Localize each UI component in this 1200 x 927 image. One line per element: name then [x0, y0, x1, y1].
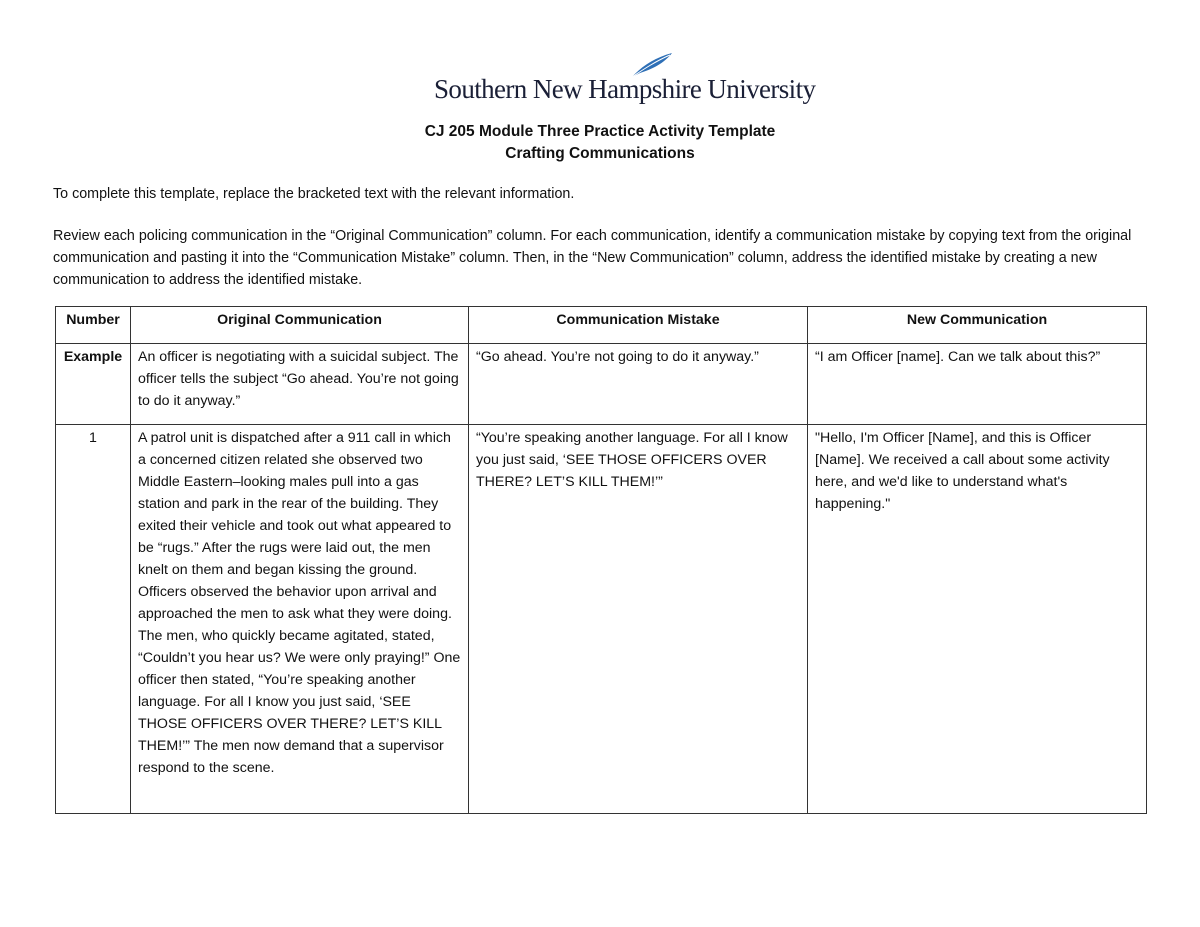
header-communication-mistake: Communication Mistake: [469, 307, 808, 344]
communication-mistake-cell[interactable]: “Go ahead. You’re not going to do it anyway.”: [469, 344, 808, 425]
instruction-paragraph-2: Review each policing communication in the “Original Communication” column. For each communication, identify a communication mistake by copying text from the original communication and pasting it into the “Communication Mistake” column. Then, in the “New Communication” column, address the identified mistake by creating a new communication to address the identified mistake.: [53, 228, 1132, 288]
title-line-1: CJ 205 Module Three Practice Activity Template: [424, 123, 776, 140]
document-title: [0, 121, 1200, 165]
new-communication-cell[interactable]: “I am Officer [name]. Can we talk about this?”: [808, 344, 1147, 425]
table-row: [56, 344, 1147, 425]
table-header-row: [56, 307, 1147, 344]
table-row: [56, 425, 1147, 814]
header-number: Number: [56, 307, 131, 344]
header-new-communication: New Communication: [808, 307, 1147, 344]
communication-mistake-cell[interactable]: “You’re speaking another language. For all I know you just said, ‘SEE THOSE OFFICERS OVER THERE? LET’S KILL THEM!’”: [469, 425, 808, 814]
instruction-paragraph-1: To complete this template, replace the bracketed text with the relevant information.: [53, 186, 575, 202]
title-line-2: Crafting Communications: [505, 145, 695, 162]
row-number: Example: [56, 344, 131, 425]
header-original-communication: Original Communication: [131, 307, 469, 344]
row-number: 1: [56, 425, 131, 814]
original-communication-cell[interactable]: An officer is negotiating with a suicidal subject. The officer tells the subject “Go ahead. You’re not going to do it anyway.”: [131, 344, 469, 425]
university-logo: [434, 52, 816, 108]
new-communication-cell[interactable]: "Hello, I'm Officer [Name], and this is Officer [Name]. We received a call about some activity here, and we'd like to understand what's happening.": [808, 425, 1147, 814]
university-name: Southern New Hampshire University: [434, 74, 816, 104]
original-communication-cell[interactable]: A patrol unit is dispatched after a 911 call in which a concerned citizen related she observed two Middle Eastern–looking males pull into a gas station and park in the rear of the building. They exited their vehicle and took out what appeared to be “rugs.” After the rugs were laid out, the men knelt on them and began kissing the ground. Officers observed the behavior upon arrival and approached the men to ask what they were doing. The men, who quickly became agitated, stated, “Couldn’t you hear us? We were only praying!” One officer then stated, “You’re speaking another language. For all I know you just said, ‘SEE THOSE OFFICERS OVER THERE? LET’S KILL THEM!’” The men now demand that a supervisor respond to the scene.: [131, 425, 469, 814]
communications-table: [55, 306, 1147, 814]
